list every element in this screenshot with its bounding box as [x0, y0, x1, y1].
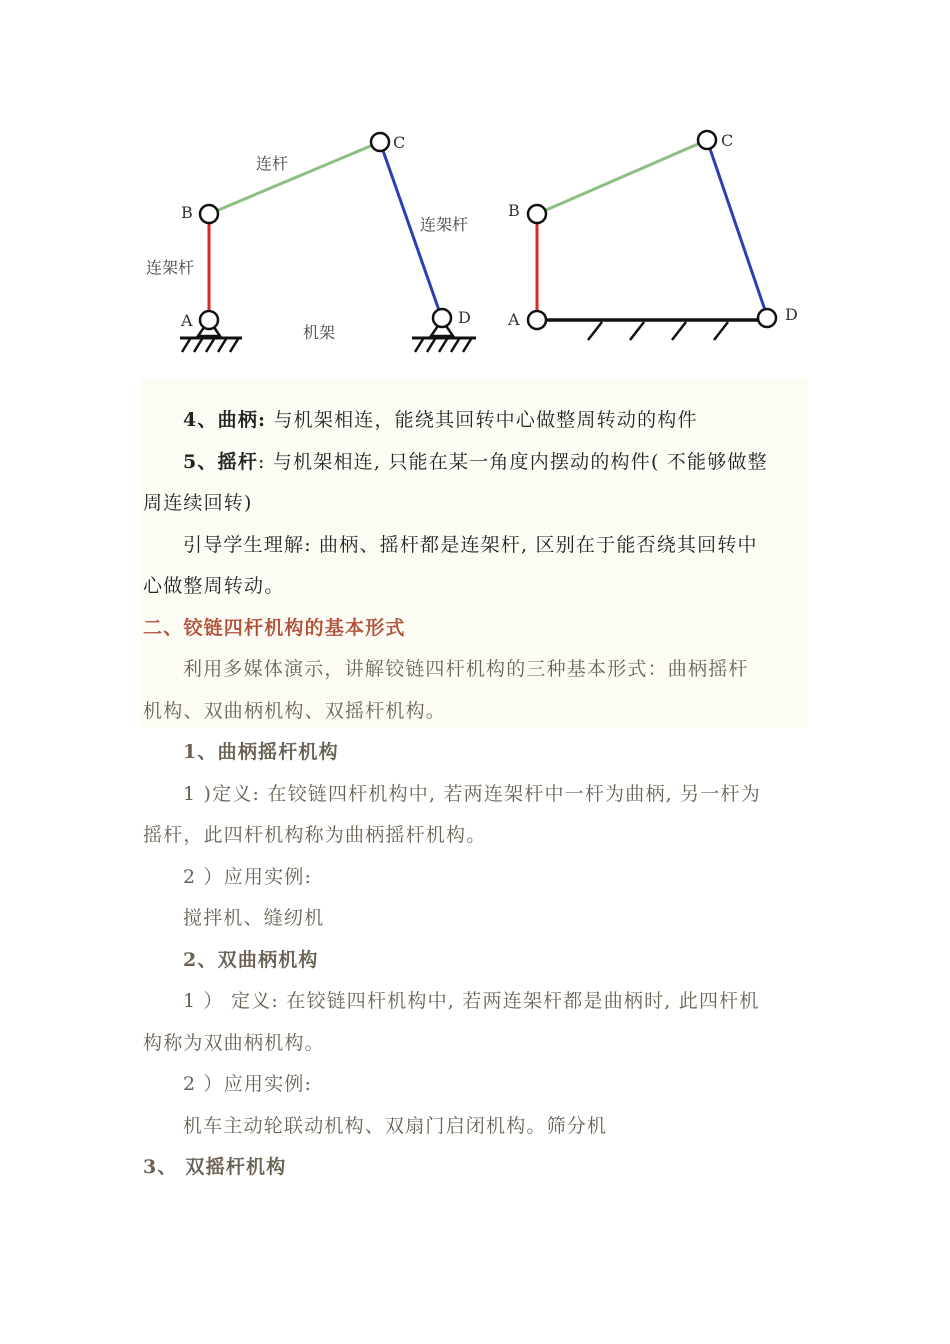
crank-rocker-examples: 搅拌机、缝纫机 [183, 907, 325, 929]
left-linkage-diagram [146, 133, 476, 352]
label-a-left: A [181, 311, 193, 330]
double-crank-def-1: 1 ） 定义: 在铰链四杆机构中, 若两连架杆都是曲柄时, 此四杆机 [183, 990, 760, 1012]
linkage-diagrams [140, 110, 810, 372]
rocker-text-1: : 与机架相连, 只能在某一角度内摆动的构件( 不能够做整 [258, 451, 768, 473]
four-bar-linkage-figure [140, 110, 810, 372]
crank-rocker-def-2: 摇杆，此四杆机构称为曲柄摇杆机构。 [143, 824, 487, 846]
label-a-right: A [508, 310, 520, 329]
label-side-link-right: 连架杆 [420, 215, 469, 234]
crank-rocker-app: 2 ）应用实例: [183, 866, 313, 888]
joint-d-right [758, 309, 776, 327]
rocker-text-2: 周连续回转) [143, 492, 253, 514]
rocker-definition [183, 450, 768, 474]
guide-line-2: 心做整周转动。 [143, 575, 285, 597]
joint-c-left [371, 133, 389, 151]
label-d-right: D [785, 305, 798, 324]
ground-hatch-right [588, 322, 728, 340]
guide-line-1: 引导学生理解: 曲柄、摇杆都是连架杆, 区别在于能否绕其回转中 [183, 534, 758, 556]
label-frame: 机架 [303, 323, 336, 342]
coupler-bar-right [537, 140, 707, 214]
crank-rocker-def-1: 1 )定义: 在铰链四杆机构中, 若两连架杆中一杆为曲柄, 另一杆为 [183, 783, 761, 805]
coupler-bar-left [209, 142, 380, 214]
double-crank-examples: 机车主动轮联动机构、双扇门启闭机构。筛分机 [183, 1115, 608, 1137]
joint-a-right [528, 311, 546, 329]
joint-b-right [528, 205, 546, 223]
joint-b-left [200, 205, 218, 223]
joint-a-left [200, 311, 218, 329]
label-b-right: B [508, 201, 520, 220]
heading-crank-rocker: 1、曲柄摇杆机构 [183, 741, 339, 763]
joint-d-left [433, 309, 451, 327]
label-coupler: 连杆 [256, 154, 289, 173]
label-side-link-left: 连架杆 [146, 258, 195, 277]
crank-definition [183, 408, 698, 432]
label-c-right: C [721, 131, 734, 150]
label-c-left: C [393, 133, 406, 152]
section2-text-1: 利用多媒体演示，讲解铰链四杆机构的三种基本形式：曲柄摇杆 [183, 658, 749, 680]
right-linkage-diagram [507, 131, 798, 340]
crank-label: 4、曲柄: [183, 409, 267, 431]
rocker-label: 5、摇杆 [183, 451, 259, 473]
double-crank-def-2: 构称为双曲柄机构。 [143, 1032, 325, 1054]
crank-text: 与机架相连，能绕其回转中心做整周转动的构件 [266, 409, 698, 431]
section2-title: 二、铰链四杆机构的基本形式 [143, 617, 406, 639]
label-d-left: D [458, 308, 471, 327]
rocker-bar-right [707, 140, 767, 316]
heading-double-crank: 2、双曲柄机构 [183, 949, 319, 971]
heading-double-rocker: 3、 双摇杆机构 [143, 1156, 287, 1178]
section2-text-2: 机构、双曲柄机构、双摇杆机构。 [143, 700, 447, 722]
label-b-left: B [181, 203, 193, 222]
double-crank-app: 2 ）应用实例: [183, 1073, 313, 1095]
joint-c-right [698, 131, 716, 149]
